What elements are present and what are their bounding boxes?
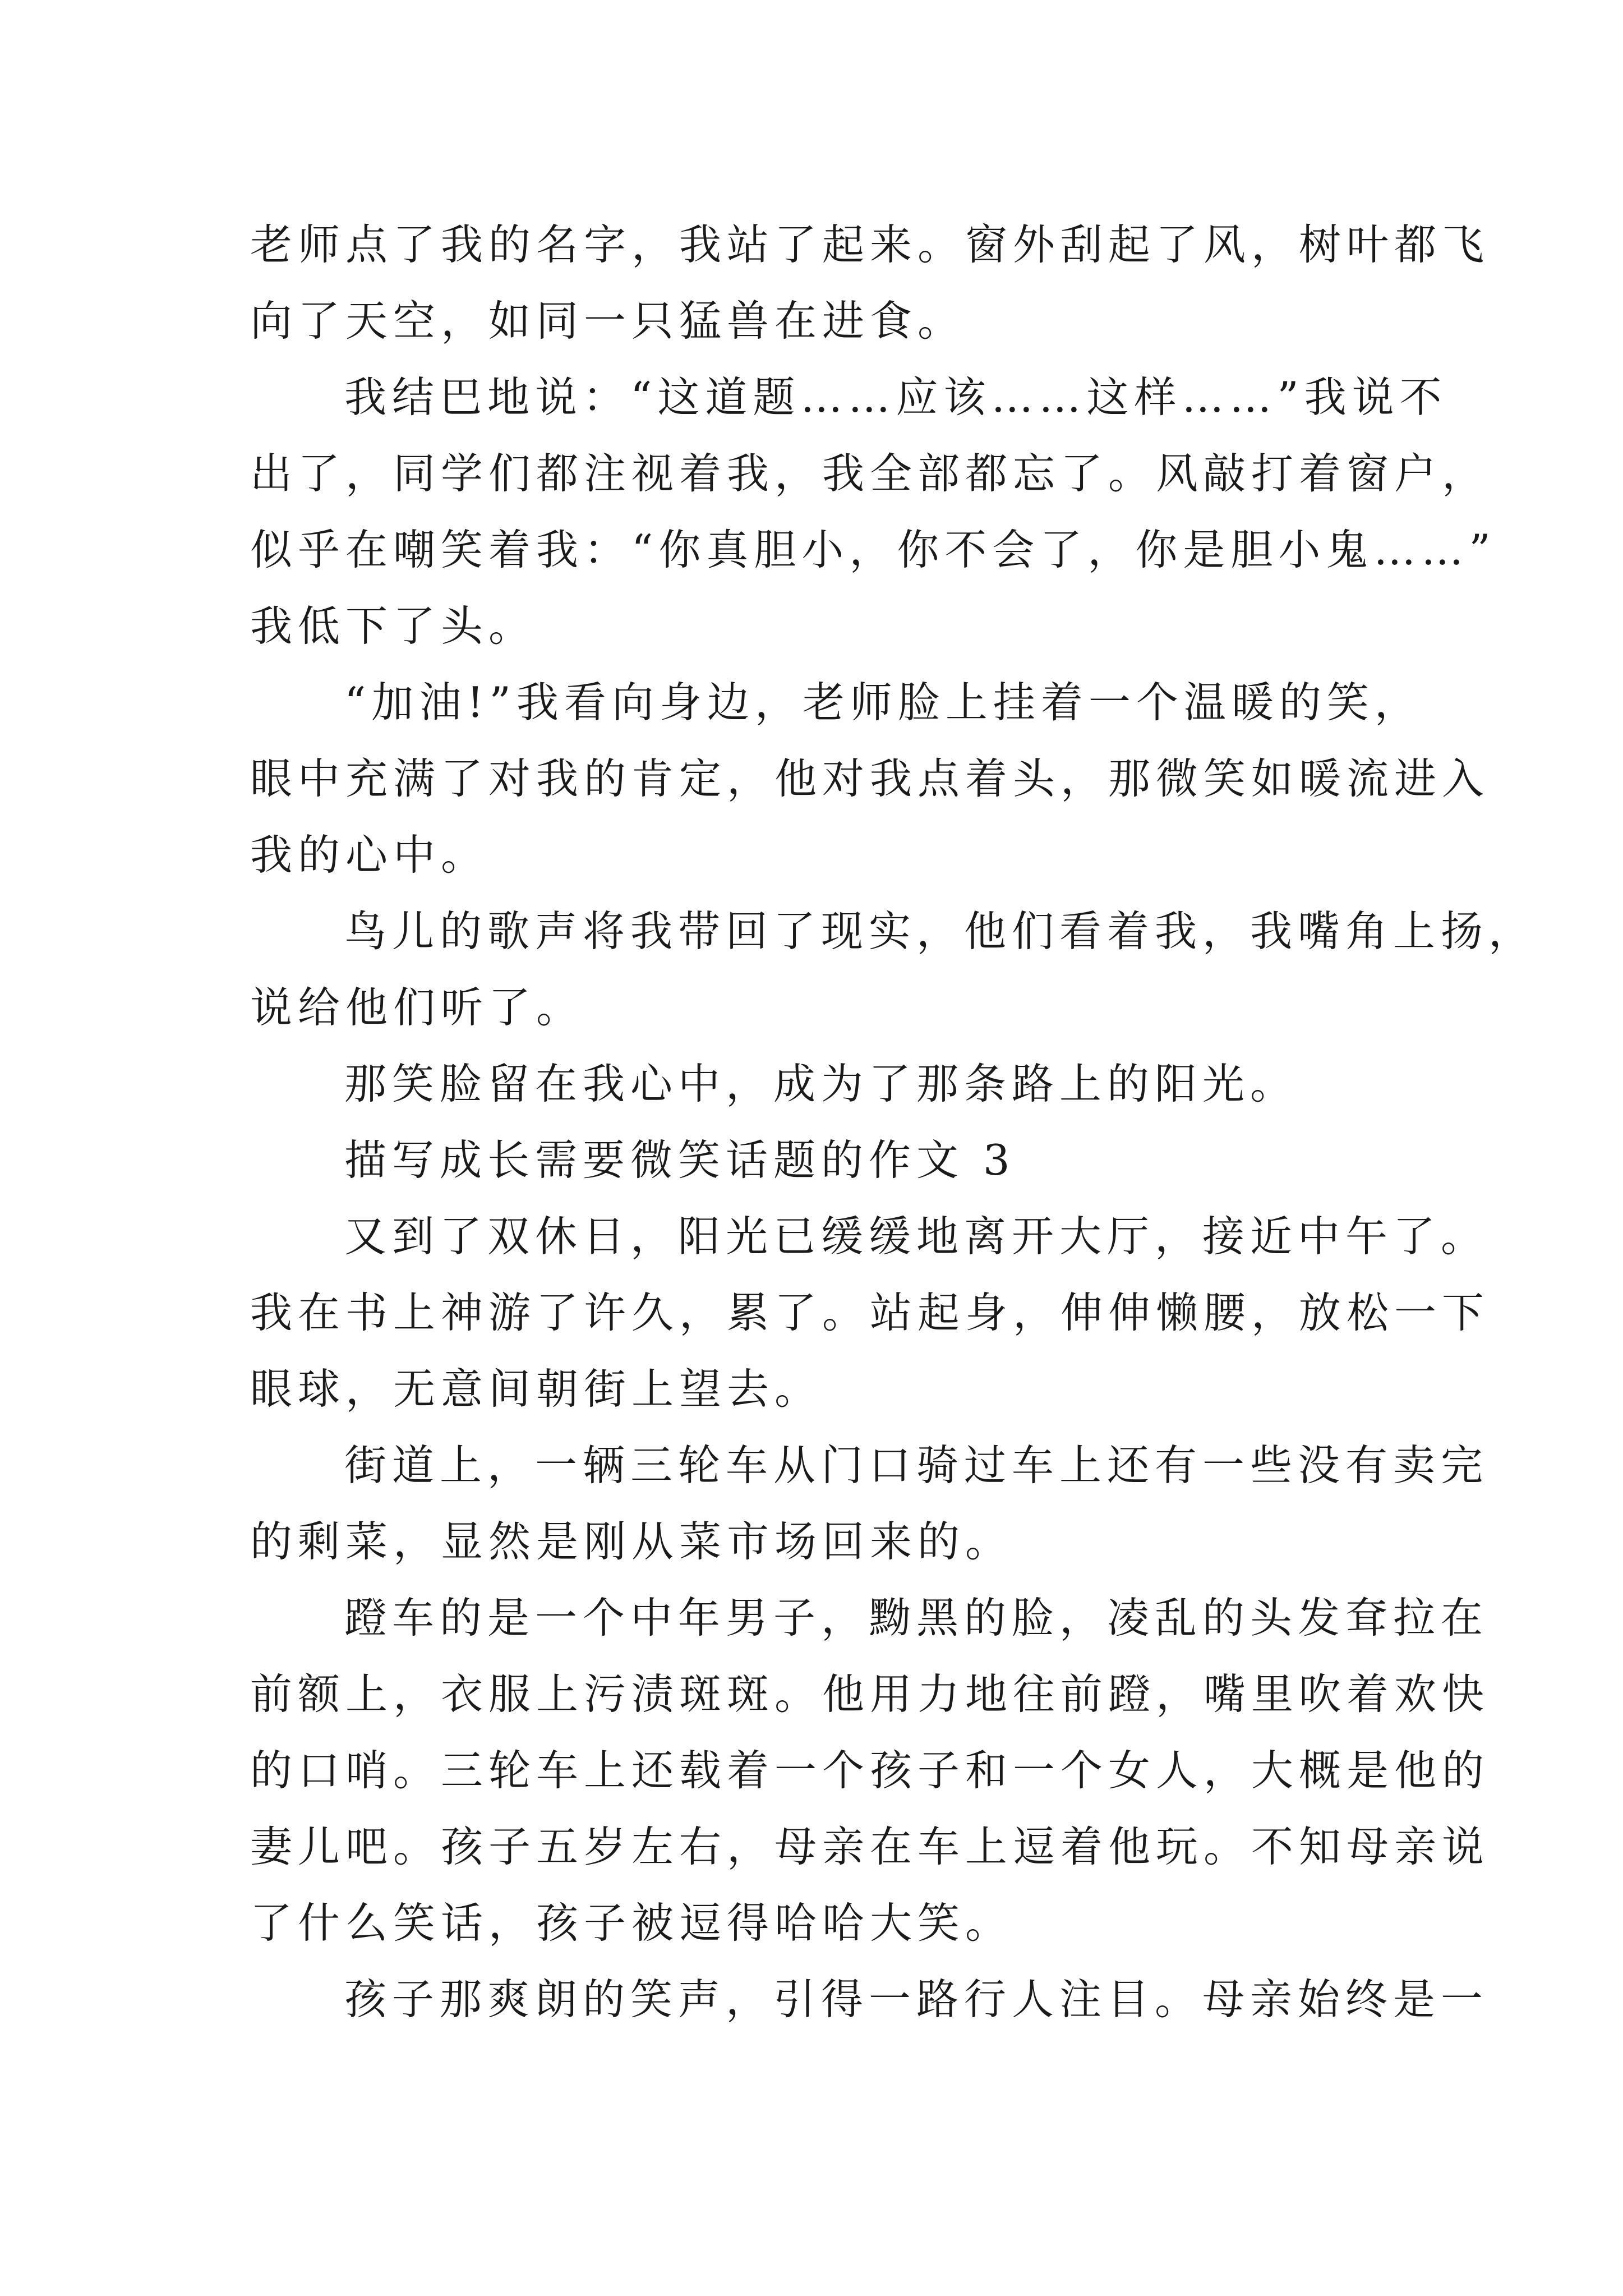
text-line: 又到了双休日，阳光已缓缓地离开大厅，接近中午了。 [344,1212,1489,1261]
text-line: 我在书上神游了许久，累了。站起身，伸伸懒腰，放松一下 [250,1288,1490,1337]
heading-line: 描写成长需要微笑话题的作文 3 [344,1135,1016,1185]
text-line: 出了，同学们都注视着我，我全部都忘了。风敲打着窗户， [250,449,1490,498]
text-line: 街道上，一辆三轮车从门口骑过车上还有一些没有卖完 [344,1441,1489,1490]
text-line: 鸟儿的歌声将我带回了现实，他们看着我，我嘴角上扬， [344,907,1537,956]
paragraph-4 [250,893,1537,1046]
text-line: 妻儿吧。孩子五岁左右，母亲在车上逗着他玩。不知母亲说 [250,1822,1490,1871]
text-line: 了什么笑话，孩子被逗得哈哈大笑。 [250,1898,1013,1948]
text-line: 我低下了头。 [250,601,537,651]
text-line: 前额上，衣服上污渍斑斑。他用力地往前蹬，嘴里吹着欢快 [250,1669,1490,1719]
paragraph-5 [250,1046,1394,1122]
paragraph-1 [250,206,1490,359]
text-line: 向了天空，如同一只猛兽在进食。 [250,296,966,346]
text-line: 说给他们听了。 [250,983,584,1032]
paragraph-2 [250,359,1496,664]
text-line: 蹬车的是一个中年男子，黝黑的脸，凌乱的头发耷拉在 [344,1593,1489,1642]
text-line: 眼中充满了对我的肯定，他对我点着头，那微笑如暖流进入 [250,754,1490,803]
text-line: 我结巴地说：“这道题……应该……这样……”我说不 [344,372,1447,422]
text-line: 似乎在嘲笑着我：“你真胆小，你不会了，你是胆小鬼……” [250,525,1496,574]
text-line: 老师点了我的名字，我站了起来。窗外刮起了风，树叶都飞 [250,220,1490,269]
text-line: 的口哨。三轮车上还载着一个孩子和一个女人，大概是他的 [250,1746,1490,1795]
paragraph-8 [250,1427,1489,1580]
paragraph-9 [250,1580,1490,1961]
text-line: 孩子那爽朗的笑声，引得一路行人注目。母亲始终是一 [344,1975,1489,2024]
text-line: 眼球，无意间朝街上望去。 [250,1364,823,1414]
paragraph-10 [250,1961,1489,2037]
text-line: 的剩菜，显然是刚从菜市场回来的。 [250,1517,1013,1566]
paragraph-7 [250,1198,1490,1427]
text-line: “加油!”我看向身边，老师脸上挂着一个温暖的笑， [344,678,1422,727]
paragraph-3 [250,664,1490,893]
text-line: 我的心中。 [250,830,489,880]
section-heading [250,1122,1394,1198]
text-line: 那笑脸留在我心中，成为了那条路上的阳光。 [344,1059,1298,1108]
document-body [250,206,1537,2037]
